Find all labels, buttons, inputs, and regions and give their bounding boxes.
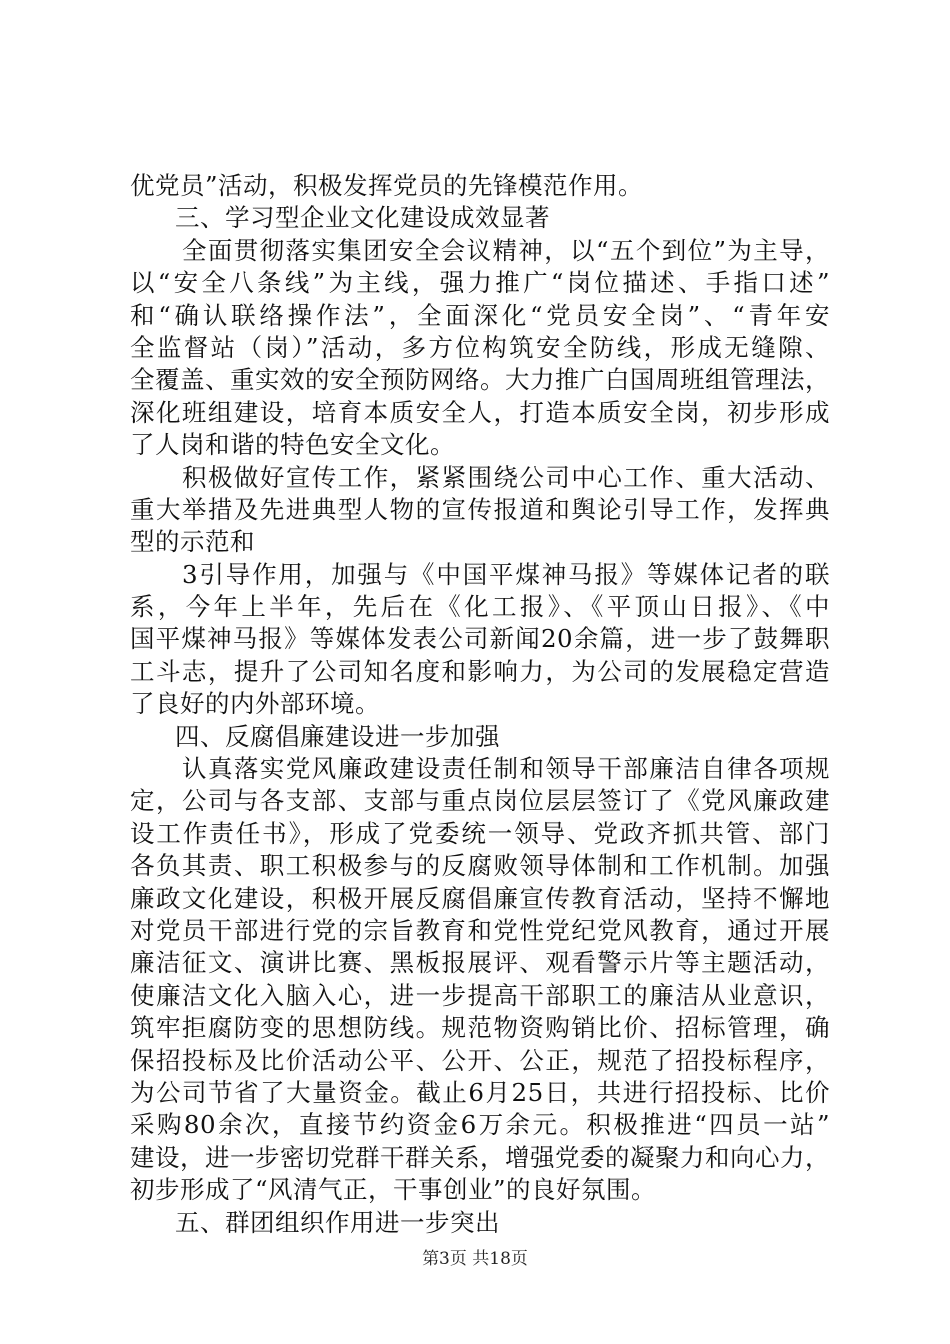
text-line: 五、群团组织作用进一步突出	[175, 1207, 500, 1237]
text-line: 深化班组建设，培育本质安全人，打造本质安全岗，初步形成	[130, 397, 830, 427]
text-line: 以“安全八条线”为主线，强力推广“岗位描述、手指口述”	[130, 268, 830, 298]
text-line: 各负其责、职工积极参与的反腐败领导体制和工作机制。加强	[130, 851, 830, 881]
text-line: 全监督站（岗）”活动，多方位构筑安全防线，形成无缝隙、	[130, 332, 830, 362]
document-body	[130, 170, 830, 1239]
text-line: 使廉洁文化入脑入心，进一步提高干部职工的廉洁从业意识，	[130, 980, 830, 1010]
text-line: 采购80余次，直接节约资金6万余元。积极推进“四员一站”	[130, 1110, 830, 1140]
text-line: 建设，进一步密切党群干群关系，增强党委的凝聚力和向心力，	[130, 1142, 830, 1172]
text-line: 廉政文化建设，积极开展反腐倡廉宣传教育活动，坚持不懈地	[130, 883, 830, 913]
text-line: 三、学习型企业文化建设成效显著	[175, 203, 550, 233]
text-line: 和“确认联络操作法”，全面深化“党员安全岗”、“青年安	[130, 300, 830, 330]
text-line: 对党员干部进行党的宗旨教育和党性党纪党风教育，通过开展	[130, 915, 830, 945]
text-line: 筑牢拒腐防变的思想防线。规范物资购销比价、招标管理，确	[130, 1013, 830, 1043]
text-line: 为公司节省了大量资金。截止6月25日，共进行招投标、比价	[130, 1077, 830, 1107]
text-line: 积极做好宣传工作，紧紧围绕公司中心工作、重大活动、	[182, 462, 830, 492]
text-line: 了人岗和谐的特色安全文化。	[130, 430, 455, 460]
text-line: 3引导作用，加强与《中国平煤神马报》等媒体记者的联	[182, 559, 830, 589]
text-line: 设工作责任书》，形成了党委统一领导、党政齐抓共管、部门	[130, 818, 830, 848]
text-line: 工斗志，提升了公司知名度和影响力，为公司的发展稳定营造	[130, 656, 830, 686]
text-line: 重大举措及先进典型人物的宣传报道和舆论引导工作，发挥典	[130, 494, 830, 524]
text-line: 系，今年上半年，先后在《化工报》、《平顶山日报》、《中	[130, 592, 830, 622]
text-line: 全覆盖、重实效的安全预防网络。大力推广白国周班组管理法，	[130, 365, 830, 395]
text-line: 廉洁征文、演讲比赛、黑板报展评、观看警示片等主题活动，	[130, 948, 830, 978]
text-line: 国平煤神马报》等媒体发表公司新闻20余篇，进一步了鼓舞职	[130, 624, 830, 654]
page-footer: 第3页 共18页	[422, 1249, 528, 1269]
text-line: 定，公司与各支部、支部与重点岗位层层签订了《党风廉政建	[130, 786, 830, 816]
text-line: 认真落实党风廉政建设责任制和领导干部廉洁自律各项规	[182, 754, 830, 784]
text-line: 优党员”活动，积极发挥党员的先锋模范作用。	[130, 171, 644, 200]
text-line: 初步形成了“风清气正，干事创业”的良好氛围。	[130, 1175, 657, 1205]
text-line: 型的示范和	[130, 527, 255, 557]
text-line: 四、反腐倡廉建设进一步加强	[175, 721, 500, 751]
text-line: 全面贯彻落实集团安全会议精神，以“五个到位”为主导，	[182, 235, 830, 265]
text-line: 保招投标及比价活动公平、公开、公正，规范了招投标程序，	[130, 1045, 830, 1075]
text-line: 了良好的内外部环境。	[130, 689, 380, 719]
